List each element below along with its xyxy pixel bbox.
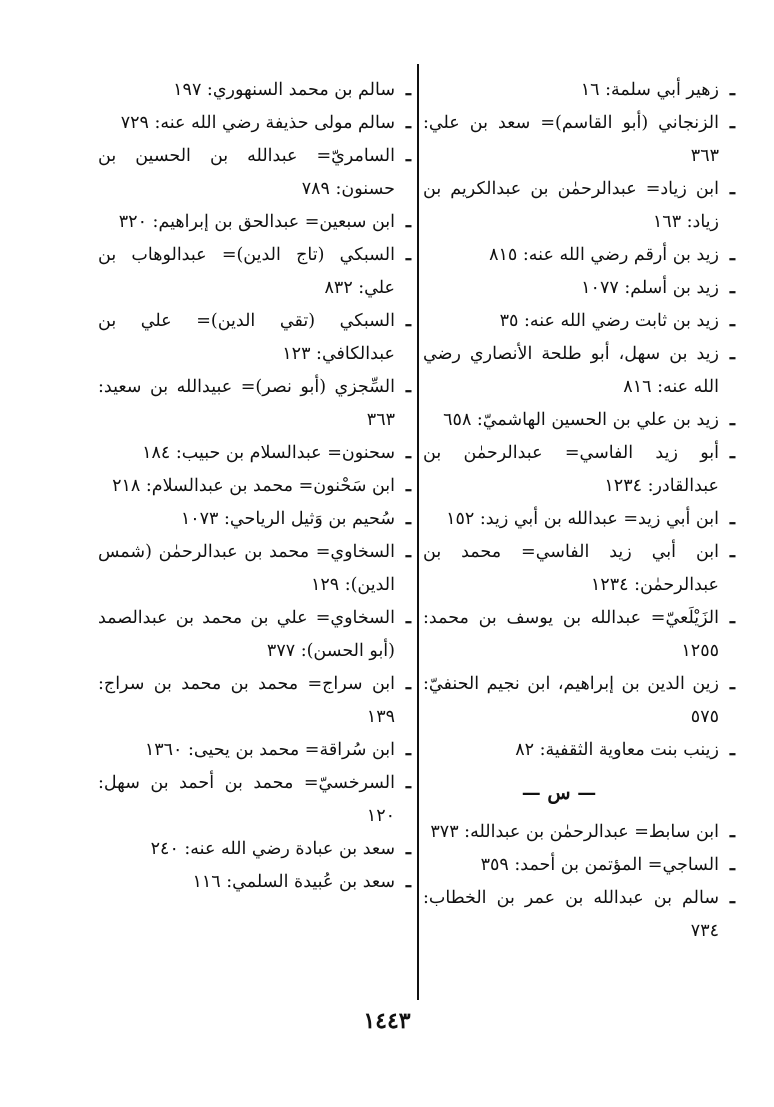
index-entry: [423, 536, 735, 602]
entry-text: السخاوي= علي بن محمد بن عبدالصمد (أبو الحسن): ٣٧٧: [98, 608, 395, 661]
section-heading-seen: — س —: [521, 782, 597, 804]
entry-marker: ـ: [729, 888, 735, 908]
index-entry: [98, 833, 411, 866]
entry-marker: ـ: [729, 674, 735, 694]
page-number: ١٤٤٣: [363, 1008, 411, 1034]
index-column-right: [423, 74, 735, 948]
entry-marker: ـ: [405, 476, 411, 496]
index-entry: [98, 107, 411, 140]
index-entry: [423, 882, 735, 948]
entry-marker: ـ: [729, 542, 735, 562]
entry-marker: ـ: [405, 113, 411, 133]
entry-marker: ـ: [405, 509, 411, 529]
entry-text: السبكي (تاج الدين)= عبدالوهاب بن علي: ٨٣٢: [98, 245, 395, 298]
index-entry: [98, 74, 411, 107]
entry-text: زهير أبي سلمة: ١٦: [580, 80, 719, 100]
index-entry: [98, 503, 411, 536]
entry-marker: ـ: [405, 740, 411, 760]
index-entry: [98, 140, 411, 206]
entry-text: الزنجاني (أبو القاسم)= سعد بن علي: ٣٦٣: [423, 113, 719, 166]
index-entry: [98, 305, 411, 371]
entry-marker: ـ: [405, 542, 411, 562]
entry-text: ابن سُراقة= محمد بن يحيى: ١٣٦٠: [144, 740, 395, 760]
index-entry: [423, 602, 735, 668]
entry-marker: ـ: [729, 509, 735, 529]
index-entry: [98, 866, 411, 899]
entry-text: سحنون= عبدالسلام بن حبيب: ١٨٤: [142, 443, 395, 463]
index-entry: [98, 734, 411, 767]
entry-marker: ـ: [729, 608, 735, 628]
entry-marker: ـ: [729, 410, 735, 430]
entry-text: السرخسيّ= محمد بن أحمد بن سهل: ١٢٠: [98, 773, 395, 826]
entry-text: ابن سابط= عبدالرحمٰن بن عبدالله: ٣٧٣: [430, 822, 719, 842]
index-column-left: [98, 74, 411, 899]
entry-list: [98, 74, 411, 899]
entry-text: سُحيم بن وَثيل الرياحي: ١٠٧٣: [180, 509, 395, 529]
entry-marker: ـ: [729, 855, 735, 875]
entry-marker: ـ: [405, 674, 411, 694]
entry-marker: ـ: [729, 311, 735, 331]
entry-text: ابن سَحْنون= محمد بن عبدالسلام: ٢١٨: [112, 476, 395, 496]
entry-text: أبو زيد الفاسي= عبدالرحمٰن بن عبدالقادر: ١٢٣٤: [423, 443, 719, 496]
index-entry: [98, 767, 411, 833]
entry-text: ابن أبي زيد= عبدالله بن أبي زيد: ١٥٢: [446, 509, 719, 529]
entry-text: زيد بن علي بن الحسين الهاشميّ: ٦٥٨: [443, 410, 719, 430]
entry-text: سالم بن عبدالله بن عمر بن الخطاب: ٧٣٤: [423, 888, 719, 941]
entry-text: ابن سراج= محمد بن محمد بن سراج: ١٣٩: [98, 674, 395, 727]
index-entry: [98, 206, 411, 239]
index-entry: [423, 173, 735, 239]
entry-text: زين الدين بن إبراهيم، ابن نجيم الحنفيّ: ٥٧٥: [423, 674, 719, 727]
index-entry: [423, 503, 735, 536]
index-entry: [423, 272, 735, 305]
entry-marker: ـ: [729, 80, 735, 100]
entry-marker: ـ: [729, 278, 735, 298]
entry-marker: ـ: [405, 872, 411, 892]
entry-text: السِّجزي (أبو نصر)= عبيدالله بن سعيد: ٣٦٣: [98, 377, 395, 430]
entry-text: السبكي (تقي الدين)= علي بن عبدالكافي: ١٢٣: [98, 311, 395, 364]
entry-text: سالم مولى حذيفة رضي الله عنه: ٧٢٩: [120, 113, 395, 133]
entry-text: زيد بن أسلم: ١٠٧٧: [581, 278, 719, 298]
entry-list: [423, 816, 735, 948]
index-entry: [423, 849, 735, 882]
index-entry: [98, 536, 411, 602]
entry-text: زيد بن سهل، أبو طلحة الأنصاري رضي الله عنه: ٨١٦: [423, 344, 719, 397]
entry-marker: ـ: [729, 443, 735, 463]
index-entry: [423, 305, 735, 338]
entry-marker: ـ: [729, 822, 735, 842]
entry-text: سالم بن محمد السنهوري: ١٩٧: [173, 80, 395, 100]
entry-marker: ـ: [405, 443, 411, 463]
index-entry: [423, 668, 735, 734]
entry-marker: ـ: [405, 311, 411, 331]
entry-marker: ـ: [405, 773, 411, 793]
index-entry: [98, 602, 411, 668]
entry-text: السامريّ= عبدالله بن الحسين بن حسنون: ٧٨٩: [98, 146, 395, 199]
index-entry: [98, 437, 411, 470]
index-entry: [423, 338, 735, 404]
index-entry: [423, 437, 735, 503]
index-entry: [423, 816, 735, 849]
entry-marker: ـ: [405, 839, 411, 859]
entry-marker: ـ: [405, 212, 411, 232]
entry-list: [423, 74, 735, 767]
index-entry: [423, 404, 735, 437]
entry-text: زيد بن ثابت رضي الله عنه: ٣٥: [499, 311, 719, 331]
index-entry: [98, 470, 411, 503]
entry-text: السخاوي= محمد بن عبدالرحمٰن (شمس الدين): ١٢٩: [98, 542, 395, 595]
index-entry: [423, 74, 735, 107]
entry-marker: ـ: [729, 179, 735, 199]
column-divider: [417, 64, 419, 1000]
index-entry: [98, 371, 411, 437]
entry-marker: ـ: [729, 740, 735, 760]
entry-text: زيد بن أرقم رضي الله عنه: ٨١٥: [489, 245, 719, 265]
entry-text: ابن سبعين= عبدالحق بن إبراهيم: ٣٢٠: [118, 212, 395, 232]
entry-text: الزَيْلَعيّ= عبدالله بن يوسف بن محمد: ١٢٥٥: [423, 608, 719, 661]
index-entry: [98, 668, 411, 734]
entry-marker: ـ: [729, 245, 735, 265]
entry-marker: ـ: [405, 80, 411, 100]
entry-text: الساجي= المؤتمن بن أحمد: ٣٥٩: [480, 855, 719, 875]
entry-marker: ـ: [405, 146, 411, 166]
entry-marker: ـ: [729, 344, 735, 364]
entry-text: سعد بن عُبيدة السلمي: ١١٦: [192, 872, 395, 892]
entry-marker: ـ: [405, 245, 411, 265]
entry-text: زينب بنت معاوية الثقفية: ٨٢: [515, 740, 719, 760]
entry-text: ابن زياد= عبدالرحمٰن بن عبدالكريم بن زياد: ١٦٣: [423, 179, 719, 232]
entry-text: ابن أبي زيد الفاسي= محمد بن عبدالرحمٰن: ١٢٣٤: [423, 542, 719, 595]
index-entry: [423, 107, 735, 173]
entry-marker: ـ: [405, 377, 411, 397]
entry-marker: ـ: [405, 608, 411, 628]
index-entry: [98, 239, 411, 305]
entry-marker: ـ: [729, 113, 735, 133]
index-entry: [423, 239, 735, 272]
index-entry: [423, 734, 735, 767]
entry-text: سعد بن عبادة رضي الله عنه: ٢٤٠: [150, 839, 395, 859]
